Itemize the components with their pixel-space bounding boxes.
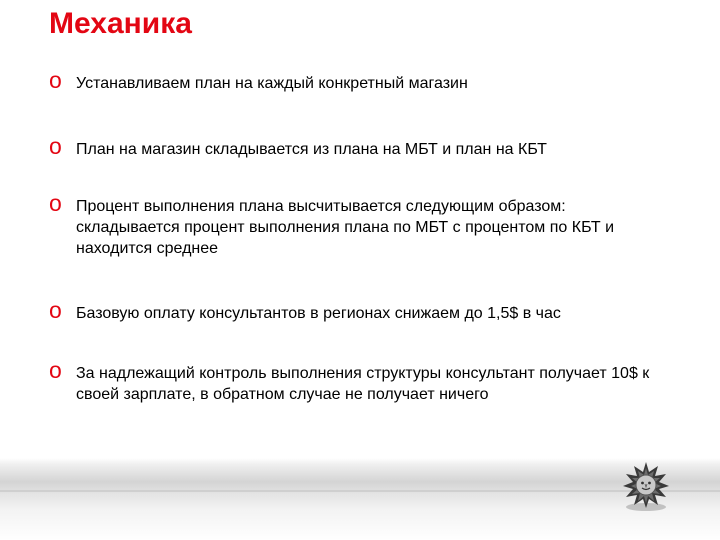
bullet-item xyxy=(49,133,659,160)
bullet-item xyxy=(49,190,659,259)
bullet-text: План на магазин складывается из плана на МБТ и план на КБТ xyxy=(76,141,547,158)
bullet-marker: o xyxy=(49,133,62,159)
sun-emblem-icon xyxy=(614,458,678,514)
bullet-text: Базовую оплату консультантов в регионах снижаем до 1,5$ в час xyxy=(76,305,561,322)
bullet-item xyxy=(49,357,659,405)
bullet-text: Процент выполнения плана высчитывается следующим образом: складывается процент выполнения плана по МБТ с процентом по КБТ и находится среднее xyxy=(76,198,615,257)
bullet-text: Устанавливаем план на каждый конкретный магазин xyxy=(76,75,468,92)
footer-divider xyxy=(0,490,720,492)
slide-title: Механика xyxy=(49,7,192,40)
footer-band xyxy=(0,458,720,540)
bullet-item xyxy=(49,297,659,324)
bullet-marker: o xyxy=(49,67,62,93)
bullet-marker: o xyxy=(49,357,62,383)
bullet-marker: o xyxy=(49,190,62,216)
bullet-marker: o xyxy=(49,297,62,323)
bullet-text: За надлежащий контроль выполнения структуры консультант получает 10$ к своей зарплате, в обратном случае не получает ничего xyxy=(76,365,650,403)
bullet-item xyxy=(49,67,659,94)
